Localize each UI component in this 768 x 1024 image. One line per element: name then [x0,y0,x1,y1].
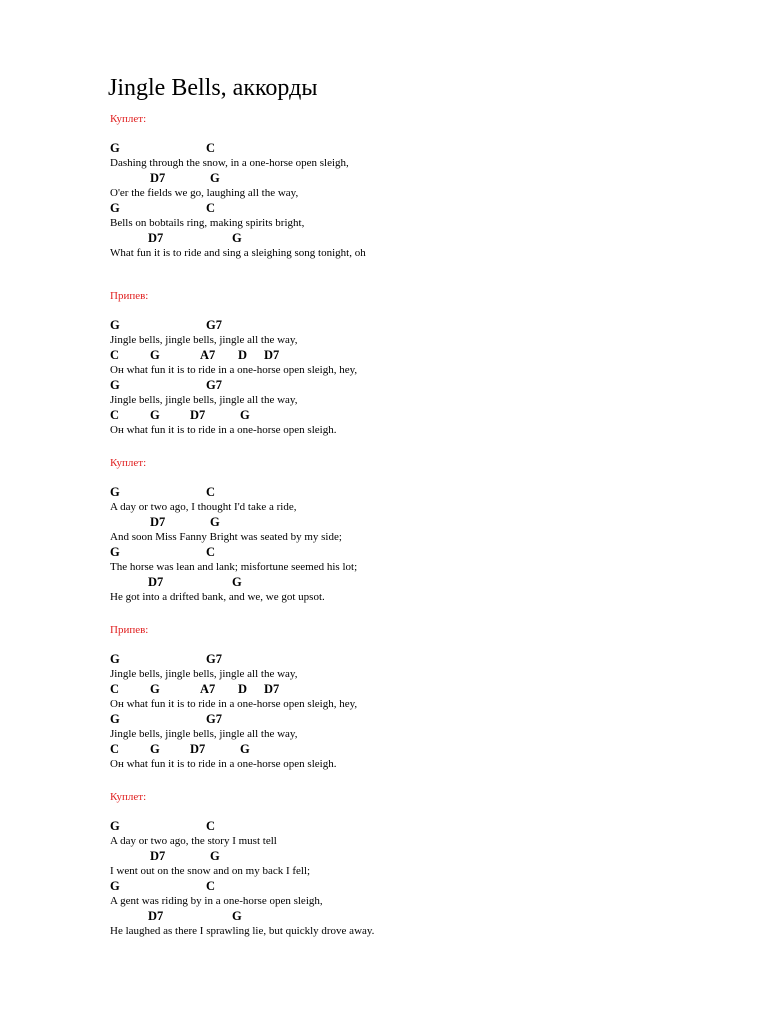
chord-line [110,201,750,216]
chord: D [238,682,248,696]
chord: G [232,231,242,245]
section-label: Куплет: [110,791,147,803]
chord: G7 [206,378,222,392]
chord: G [150,408,160,422]
lyric-line: He laughed as there I sprawling lie, but quickly drove away. [110,925,375,937]
chord: C [206,485,216,499]
chord: G [110,819,120,833]
lyric-line: Jingle bells, jingle bells, jingle all the way, [110,394,298,406]
chord: C [110,408,120,422]
chord: G [110,141,120,155]
chord: A7 [200,348,216,362]
lyric-line: And soon Miss Fanny Bright was seated by my side; [110,531,342,543]
chord: G7 [206,318,222,332]
chord-line [110,652,750,667]
chord-line [110,408,750,423]
chord: G [210,171,220,185]
chord-line [110,378,750,393]
chord: C [206,545,216,559]
lyric-line: I went out on the snow and on my back I fell; [110,865,311,877]
chord: G [110,545,120,559]
chord: G [110,712,120,726]
chord: C [110,682,120,696]
song-sections [110,112,750,939]
chord: D7 [150,171,166,185]
chord: C [206,141,216,155]
chord: A7 [200,682,216,696]
lyric-line: He got into a drifted bank, and we, we got upsot. [110,591,325,603]
lyric-line: Dashing through the snow, in a one-horse open sleigh, [110,157,349,169]
chord: G [110,879,120,893]
section-label: Куплет: [110,457,147,469]
chord: D7 [190,742,206,756]
chord-line [110,515,750,530]
chord: G [232,575,242,589]
song-section [110,456,750,605]
lyric-line: Bells on bobtails ring, making spirits bright, [110,217,305,229]
chord: G [110,318,120,332]
chord: G [210,515,220,529]
chord: G [240,408,250,422]
lyric-line: A gent was riding by in a one-horse open sleigh, [110,895,323,907]
chord: G [150,682,160,696]
song-section [110,112,750,261]
song-section [110,623,750,772]
page-title: Jingle Bells, аккорды [108,75,318,101]
chord-line [110,545,750,560]
chord: C [110,348,120,362]
chord: G [232,909,242,923]
chord-line [110,682,750,697]
lyric-line: A day or two ago, the story I must tell [110,835,277,847]
chord: G [110,378,120,392]
chord: C [206,819,216,833]
lyric-line: Он what fun it is to ride in a one-horse open sleigh. [110,758,337,770]
song-section [110,289,750,438]
chord: D7 [148,575,164,589]
chord: D7 [148,909,164,923]
chord: D7 [150,849,166,863]
chord: D7 [150,515,166,529]
lyric-line: Он what fun it is to ride in a one-horse open sleigh. [110,424,337,436]
chord: G7 [206,652,222,666]
chord: D7 [190,408,206,422]
chord-line [110,575,750,590]
chord: G [150,348,160,362]
chord-line [110,485,750,500]
chord-line [110,231,750,246]
lyric-line: The horse was lean and lank; misfortune seemed his lot; [110,561,358,573]
chord: C [206,201,216,215]
lyric-line: O'er the fields we go, laughing all the way, [110,187,299,199]
chord-line [110,141,750,156]
chord-line [110,171,750,186]
chord: G [150,742,160,756]
lyric-line: What fun it is to ride and sing a sleighing song tonight, oh [110,247,366,259]
lyric-line: Он what fun it is to ride in a one-horse open sleigh, hey, [110,698,358,710]
song-section [110,790,750,939]
chord: G [210,849,220,863]
chord: C [110,742,120,756]
section-label: Припев: [110,290,149,302]
chord: D7 [148,231,164,245]
chord: G [110,485,120,499]
lyric-line: Он what fun it is to ride in a one-horse open sleigh, hey, [110,364,358,376]
chord-line [110,909,750,924]
chord: G7 [206,712,222,726]
lyric-line: Jingle bells, jingle bells, jingle all the way, [110,728,298,740]
chord-line [110,348,750,363]
chord: G [110,652,120,666]
chord: D [238,348,248,362]
section-label: Припев: [110,624,149,636]
chord: G [110,201,120,215]
chord: G [240,742,250,756]
chord-line [110,879,750,894]
chord-line [110,712,750,727]
song-sheet [110,74,750,939]
lyric-line: Jingle bells, jingle bells, jingle all the way, [110,668,298,680]
chord: C [206,879,216,893]
chord-line [110,849,750,864]
chord: D7 [264,682,280,696]
chord: D7 [264,348,280,362]
section-label: Куплет: [110,113,147,125]
lyric-line: Jingle bells, jingle bells, jingle all the way, [110,334,298,346]
lyric-line: A day or two ago, I thought I'd take a ride, [110,501,297,513]
chord-line [110,318,750,333]
chord-line [110,819,750,834]
chord-line [110,742,750,757]
